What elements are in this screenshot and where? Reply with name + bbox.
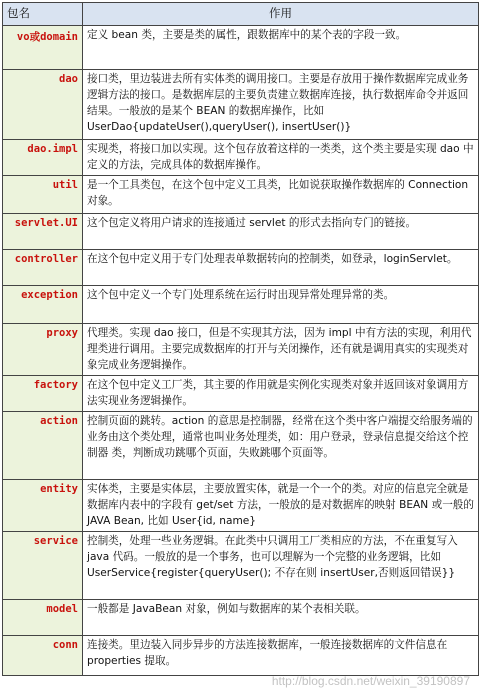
package-table bbox=[2, 2, 479, 676]
package-description: 实现类，将接口加以实现。这个包存放着这样的一类类，这个类主要是实现 dao 中定义的方法，完成具体的数据库操作。 bbox=[83, 140, 479, 176]
package-name: dao.impl bbox=[3, 140, 83, 176]
package-name: exception bbox=[3, 286, 83, 324]
package-name: model bbox=[3, 600, 83, 636]
package-description: 代理类。实现 dao 接口，但是不实现其方法，因为 impl 中有方法的实现，利用代理类进行调用。主要完成数据库的打开与关闭操作，还有就是调用真实的实现类对象完成业务逻辑操作。 bbox=[83, 324, 479, 376]
table-row bbox=[3, 70, 479, 140]
package-name: vo或domain bbox=[3, 26, 83, 70]
package-name: servlet.UI bbox=[3, 214, 83, 250]
package-description: 一般都是 JavaBean 对象，例如与数据库的某个表相关联。 bbox=[83, 600, 479, 636]
package-description: 在这个包中定义工厂类，其主要的作用就是实例化实现类对象并返回该对象调用方法实现业务逻辑操作。 bbox=[83, 376, 479, 412]
table-row bbox=[3, 376, 479, 412]
package-name: factory bbox=[3, 376, 83, 412]
table-row bbox=[3, 26, 479, 70]
package-description: 这个包定义将用户请求的连接通过 servlet 的形式去指向专门的链接。 bbox=[83, 214, 479, 250]
table-row bbox=[3, 286, 479, 324]
package-name: proxy bbox=[3, 324, 83, 376]
package-description: 定义 bean 类，主要是类的属性，跟数据库中的某个表的字段一致。 bbox=[83, 26, 479, 70]
package-name: action bbox=[3, 412, 83, 480]
package-description: 这个包中定义一个专门处理系统在运行时出现异常处理异常的类。 bbox=[83, 286, 479, 324]
table-row bbox=[3, 480, 479, 532]
table-row bbox=[3, 140, 479, 176]
table-row bbox=[3, 214, 479, 250]
watermark: http://blog.csdn.net/weixin_39190897 bbox=[271, 674, 470, 688]
package-description: 连接类。里边装入同步异步的方法连接数据库，一般连接数据库的文件信息在 properties 提取。 bbox=[83, 636, 479, 676]
table-row bbox=[3, 600, 479, 636]
package-name: controller bbox=[3, 250, 83, 286]
package-name: entity bbox=[3, 480, 83, 532]
package-description: 是一个工具类包，在这个包中定义工具类，比如说获取操作数据库的 Connection 对象。 bbox=[83, 176, 479, 214]
table-row bbox=[3, 412, 479, 480]
package-description: 控制类，处理一些业务逻辑。在此类中只调用工厂类相应的方法，不在重复写入 java 代码。一般放的是一个事务，也可以理解为一个完整的业务逻辑，比如 UserService{register{queryUser(); 不存在则 insertUser,否则返回错误}} bbox=[83, 532, 479, 600]
table-header-row bbox=[3, 3, 479, 26]
package-description: 实体类，主要是实体层，主要放置实体，就是一个一个的类。对应的信息完全就是数据库内表中的字段有 get/set 方法，一般放的是对数据库的映射 BEAN 或一般的 JAVA Bean, 比如 User{id, name} bbox=[83, 480, 479, 532]
table-row bbox=[3, 250, 479, 286]
package-name: util bbox=[3, 176, 83, 214]
header-purpose: 作用 bbox=[83, 3, 479, 26]
package-description: 控制页面的跳转。action 的意思是控制器，经常在这个类中客户端提交给服务端的业务由这个类处理，通常也叫业务处理类，如：用户登录，登录信息提交给这个控制器 类，判断成功跳哪个页面，失败跳哪个页面等。 bbox=[83, 412, 479, 480]
table-row bbox=[3, 532, 479, 600]
package-name: conn bbox=[3, 636, 83, 676]
package-name: dao bbox=[3, 70, 83, 140]
table-row bbox=[3, 176, 479, 214]
table-row bbox=[3, 324, 479, 376]
package-description: 在这个包中定义用于专门处理表单数据转向的控制类，如登录，loginServlet。 bbox=[83, 250, 479, 286]
package-description: 接口类，里边装进去所有实体类的调用接口。主要是存放用于操作数据库完成业务逻辑方法的接口。是数据库层的主要负责建立数据库连接，执行数据库命令并返回结果。一般放的是某个 BEAN 的数据库操作，比如 UserDao{updateUser(),queryUser(), insertUser()} bbox=[83, 70, 479, 140]
header-package: 包名 bbox=[3, 3, 83, 26]
table-row bbox=[3, 636, 479, 676]
package-name: service bbox=[3, 532, 83, 600]
